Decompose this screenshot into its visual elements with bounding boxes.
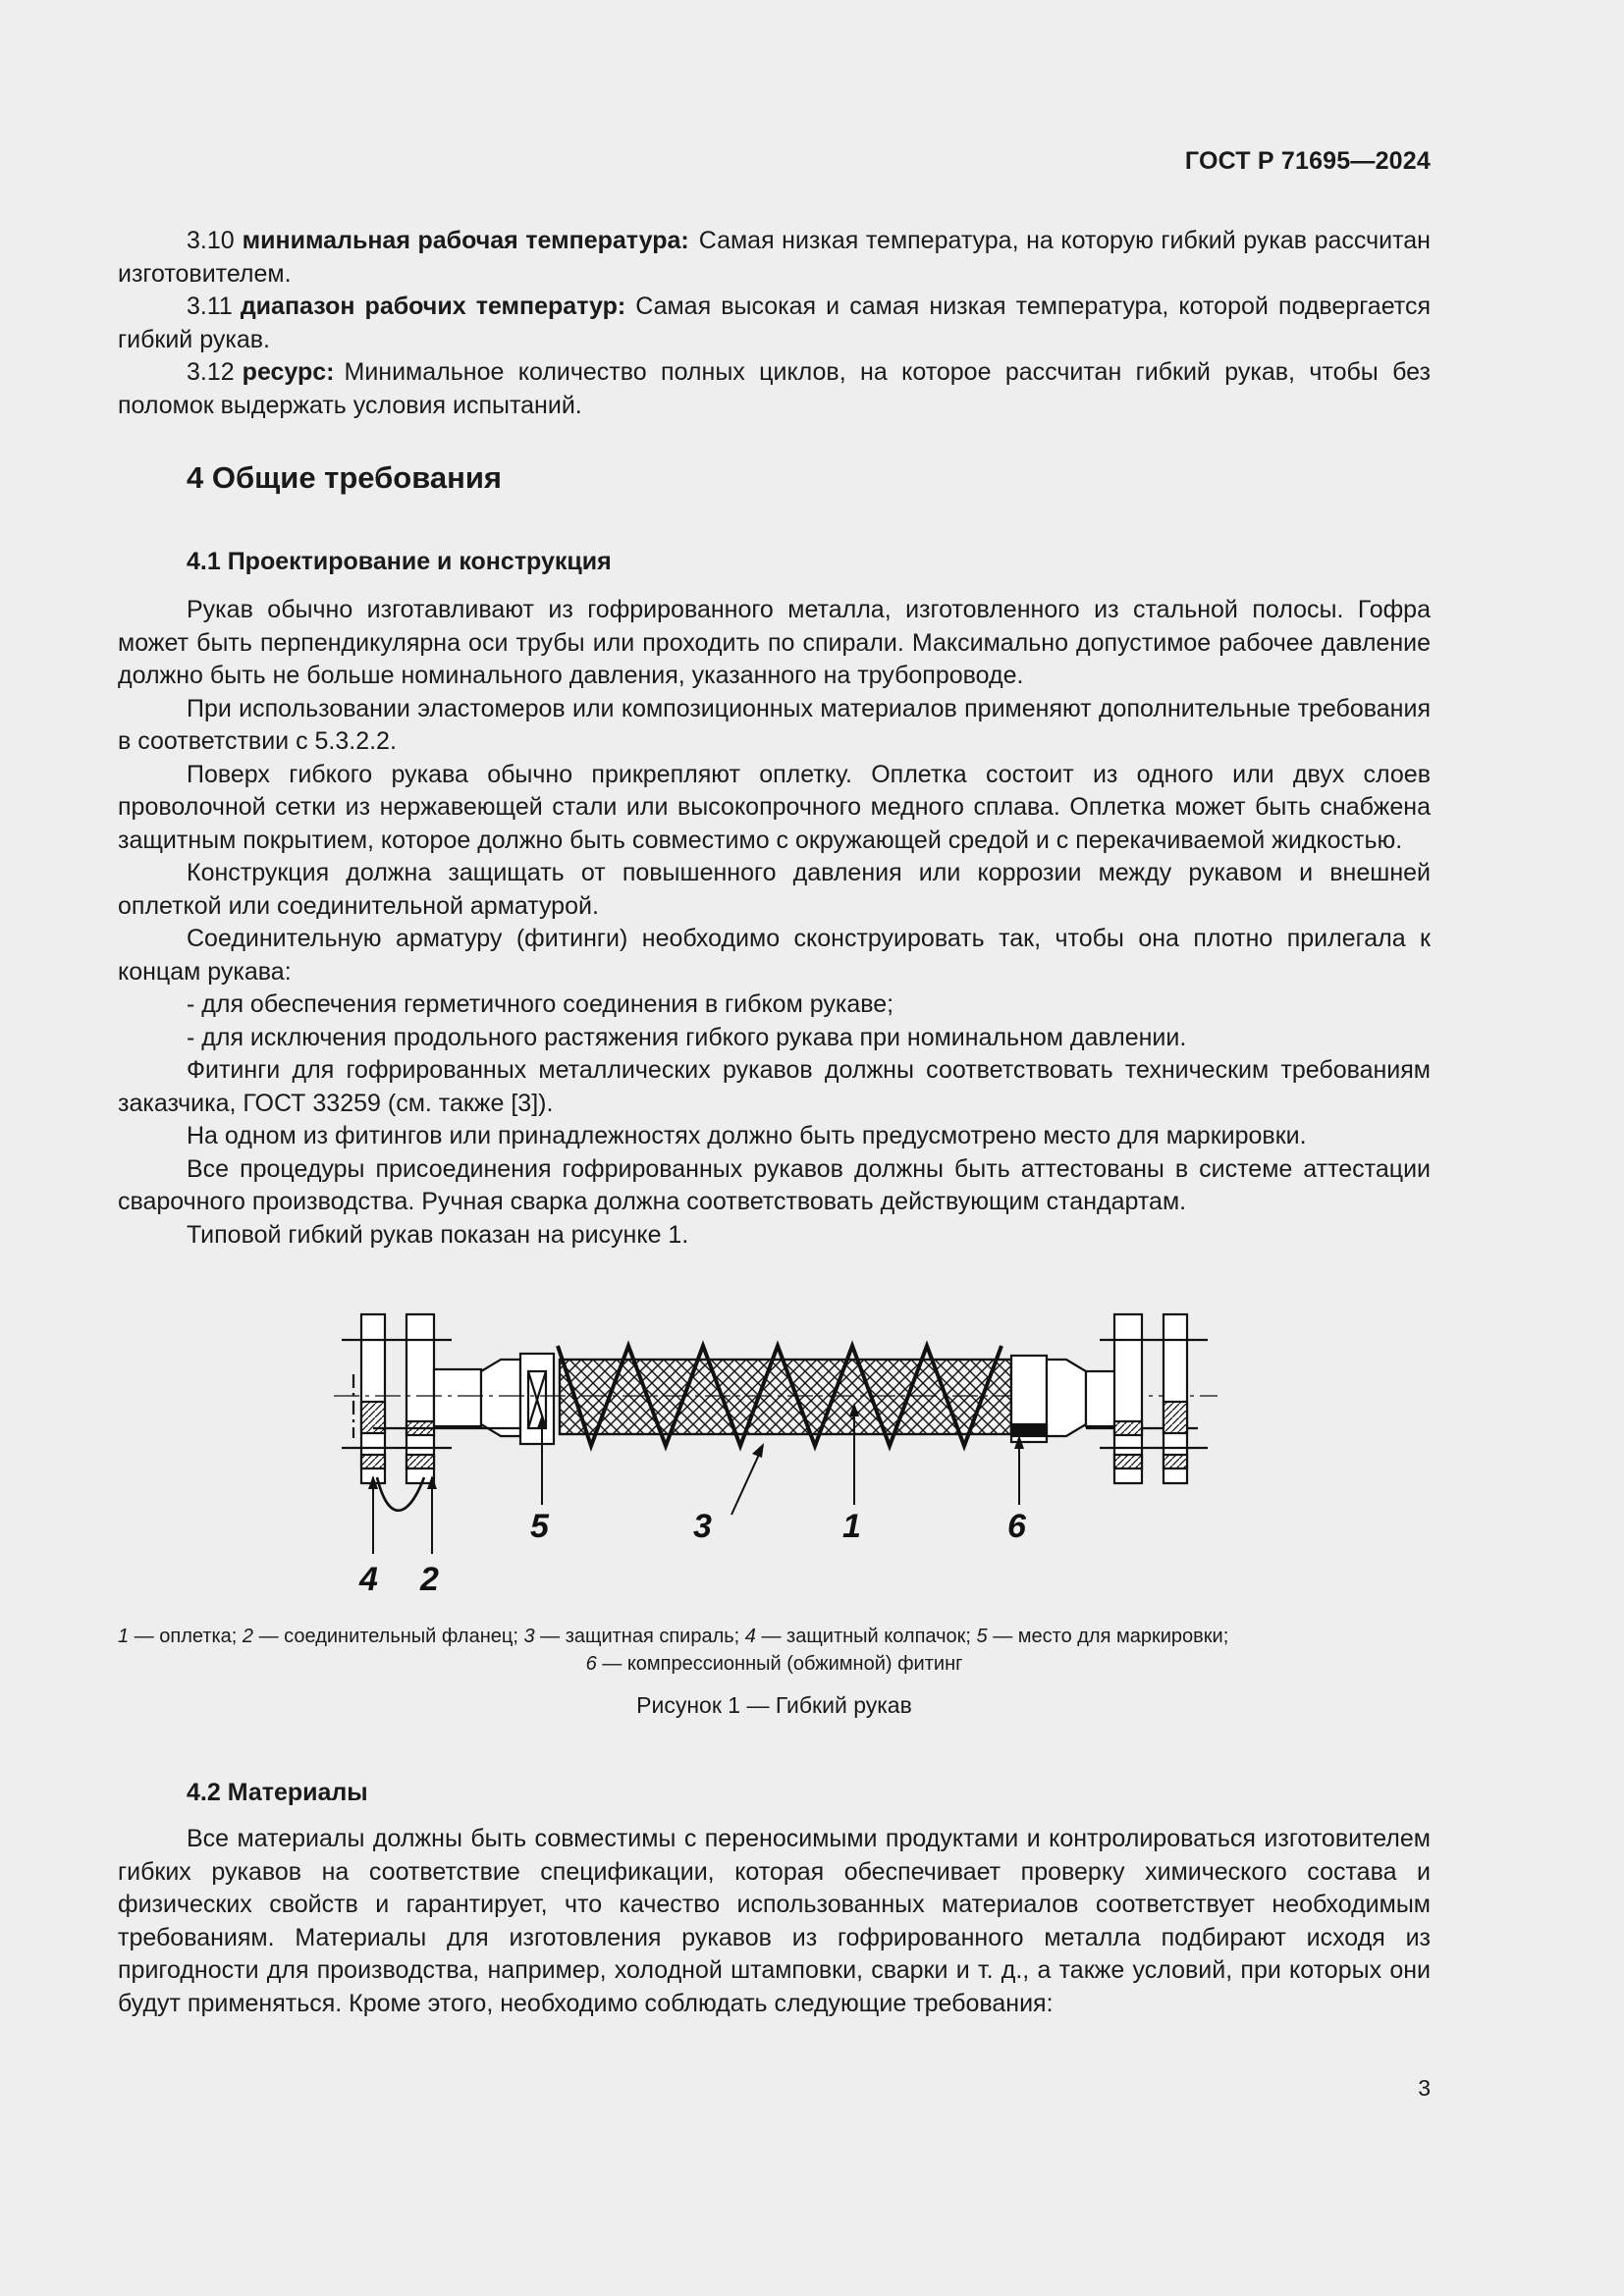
figure-legend (118, 1623, 1431, 1678)
list-item: - для исключения продольного растяжения гибкого рукава при номинальном давлении. (187, 1023, 1187, 1051)
definitions-block (118, 225, 1431, 422)
paragraph: Рукав обычно изготавливают из гофрированного металла, изготовленного из стальной полосы. Гофра может быть перпендикулярна оси трубы или проходить по спирали. Максимально допустимое рабочее давление должно быть не больше номинального давления, указанного на трубопроводе. (118, 596, 1431, 689)
page-number: 3 (1418, 2075, 1431, 2101)
left-fitting (373, 1354, 554, 1444)
definition-3-10: 3.10 минимальная рабочая температура: Самая низкая температура, на которую гибкий рукав рассчитан изготовителем. (118, 227, 1431, 288)
figure-flexible-hose (334, 1301, 1218, 1595)
legend-line-1: 1 — оплетка; 2 — соединительный фланец; 3 — защитная спираль; 4 — защитный колпачок; 5 — место для маркировки; (118, 1626, 1229, 1647)
callout-label-2: 2 (420, 1561, 439, 1595)
legend-line-2: 6 — компрессионный (обжимной) фитинг (585, 1653, 963, 1675)
section-4-1-body (118, 594, 1431, 1252)
callout-label-5: 5 (530, 1508, 549, 1545)
callout-label-4: 4 (359, 1561, 378, 1595)
paragraph: Фитинги для гофрированных металлических рукавов должны соответствовать техническим требованиям заказчика, ГОСТ 33259 (см. также [3]). (118, 1056, 1431, 1117)
paragraph: Все процедуры присоединения гофрированных рукавов должны быть аттестованы в системе аттестации сварочного производства. Ручная сварка должна соответствовать действующим стандартам. (118, 1154, 1431, 1215)
paragraph: Конструкция должна защищать от повышенного давления или коррозии между рукавом и внешней оплеткой или соединительной арматурой. (118, 859, 1431, 920)
document-id: ГОСТ Р 71695—2024 (1184, 147, 1431, 175)
paragraph: Поверх гибкого рукава обычно прикрепляют оплетку. Оплетка состоит из одного или двух слоев проволочной сетки из нержавеющей стали или высокопрочного медного сплава. Оплетка может быть снабжена защитным покрытием, которое должно быть совместимо с окружающей средой и с перекачиваемой жидкостью. (118, 760, 1431, 854)
hose-drawing (334, 1301, 1218, 1595)
section-4-2-body (118, 1823, 1431, 2020)
paragraph: При использовании эластомеров или композиционных материалов применяют дополнительные требования в соответствии с 5.3.2.2. (118, 694, 1431, 755)
paragraph: На одном из фитингов или принадлежностях должно быть предусмотрено место для маркировки. (187, 1122, 1307, 1149)
paragraph: Типовой гибкий рукав показан на рисунке 1. (187, 1220, 689, 1249)
list-item: - для обеспечения герметичного соединения в гибком рукаве; (187, 990, 894, 1018)
definition-3-12: 3.12 ресурс: Минимальное количество полных циклов, на которое рассчитан гибкий рукав, чтобы без поломок выдержать условия испытаний. (118, 358, 1431, 419)
paragraph: Соединительную арматуру (фитинги) необходимо сконструировать так, чтобы она плотно прилегала к концам рукава: (118, 925, 1431, 986)
paragraph: Все материалы должны быть совместимы с переносимыми продуктами и контролироваться изготовителем гибких рукавов на соответствие спецификации, которая обеспечивает проверку химического состава и физических свойств и гарантирует, что качество использованных материалов соответствует необходимым требованиям. Материалы для изготовления рукавов из гофрированного металла подбирают исходя из пригодности для производства, например, холодной штамповки, сварки и т. д., а также условий, при которых они будут применяться. Кроме этого, необходимо соблюдать следующие требования: (118, 1825, 1431, 2017)
right-flange (1100, 1314, 1208, 1483)
definition-3-11: 3.11 диапазон рабочих температур: Самая высокая и самая низкая температура, которой подвергается гибкий рукав. (118, 293, 1431, 353)
callout-label-6: 6 (1007, 1508, 1026, 1545)
section-4-1-heading: 4.1 Проектирование и конструкция (187, 548, 612, 575)
section-4-2-heading: 4.2 Материалы (187, 1779, 368, 1806)
figure-caption: Рисунок 1 — Гибкий рукав (636, 1692, 912, 1718)
callout-label-3: 3 (693, 1508, 712, 1545)
section-4-heading: 4 Общие требования (187, 460, 502, 495)
callout-label-1: 1 (842, 1508, 861, 1545)
